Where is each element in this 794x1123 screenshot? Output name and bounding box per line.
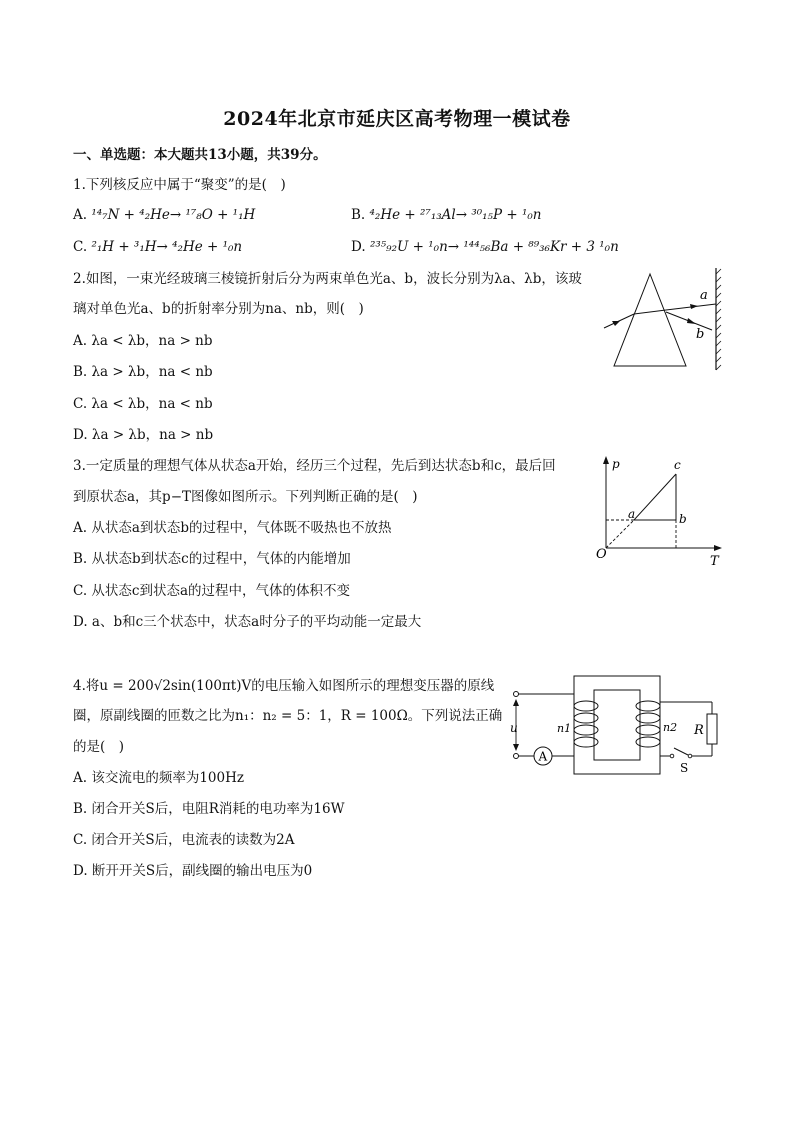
section-heading: 一、单选题：本大题共13小题，共39分。 xyxy=(73,147,327,163)
label-b: b xyxy=(679,512,687,526)
ray-a-arrow xyxy=(690,304,698,309)
internal-ray xyxy=(634,310,666,314)
ray-b-arrow xyxy=(687,318,696,324)
label-n1: n1 xyxy=(557,722,572,735)
q2-option-d: D. λa > λb，na > nb xyxy=(73,427,214,443)
label-p: p xyxy=(612,457,620,471)
q3-stem-line2: 到原状态a，其p−T图像如图所示。下列判断正确的是( ) xyxy=(73,489,418,505)
q1-option-b-eq: ⁴₂He + ²⁷₁₃Al→ ³⁰₁₅P + ¹₀n xyxy=(369,207,542,223)
q1-option-a-eq: ¹⁴₇N + ⁴₂He→ ¹⁷₈O + ¹₁H xyxy=(91,207,256,223)
label-origin: O xyxy=(596,547,607,562)
label-u: u xyxy=(510,721,518,735)
q4-option-b: B. 闭合开关S后，电阻R消耗的电功率为16W xyxy=(73,801,345,817)
q1-option-c-label: C. xyxy=(73,239,88,255)
p-axis-arrow xyxy=(603,456,609,464)
q1-option-b xyxy=(351,206,541,224)
ca-line xyxy=(634,474,676,520)
q4-stem-line2: 圈，原副线圈的匝数之比为n₁：n₂ = 5：1，R = 100Ω。下列说法正确 xyxy=(73,708,503,724)
wall-hatching xyxy=(716,269,721,370)
q4-stem-line1: 4.将u = 200√2sin(100πt)V的电压输入如图所示的理想变压器的原线 xyxy=(73,678,495,694)
q1-option-d xyxy=(351,238,619,256)
origin-dashed-line xyxy=(606,520,634,548)
q2-stem-line2: 璃对单色光a、b的折射率分别为na、nb，则( ) xyxy=(73,301,364,317)
terminal-top xyxy=(514,692,519,697)
q1-option-b-label: B. xyxy=(351,207,366,223)
prism-figure xyxy=(600,266,726,374)
q2-option-a: A. λa < λb，na > nb xyxy=(73,333,213,349)
core-inner xyxy=(594,690,640,760)
q4-option-c: C. 闭合开关S后，电流表的读数为2A xyxy=(73,832,295,848)
ammeter-label: A xyxy=(538,749,548,764)
pt-graph-figure xyxy=(588,452,728,572)
label-b: b xyxy=(696,327,705,342)
q2-option-c: C. λa < λb，na < nb xyxy=(73,396,213,412)
q3-option-a: A. 从状态a到状态b的过程中，气体既不吸热也不放热 xyxy=(73,520,392,536)
transformer-figure xyxy=(508,672,726,782)
label-a: a xyxy=(628,507,636,521)
label-s: S xyxy=(680,761,689,775)
q2-stem-line1: 2.如图，一束光经玻璃三棱镜折射后分为两束单色光a、b，波长分别为λa、λb，该玻 xyxy=(73,271,582,287)
q3-option-b: B. 从状态b到状态c的过程中，气体的内能增加 xyxy=(73,551,351,567)
q1-option-a-label: A. xyxy=(73,207,88,223)
q4-option-a: A. 该交流电的频率为100Hz xyxy=(73,770,244,786)
q1-option-a xyxy=(73,206,255,224)
q4-stem-line3: 的是( ) xyxy=(73,739,125,755)
label-a: a xyxy=(700,288,708,303)
label-n2: n2 xyxy=(663,721,678,734)
switch-blade xyxy=(674,748,688,755)
resistor xyxy=(707,714,717,744)
prism-triangle xyxy=(614,274,686,366)
label-c: c xyxy=(674,458,681,472)
q1-option-c xyxy=(73,238,242,256)
q3-option-c: C. 从状态c到状态a的过程中，气体的体积不变 xyxy=(73,583,351,599)
q3-stem-line1: 3.一定质量的理想气体从状态a开始，经历三个过程，先后到达状态b和c，最后回 xyxy=(73,458,556,474)
q1-option-d-label: D. xyxy=(351,239,366,255)
q1-option-c-eq: ²₁H + ³₁H→ ⁴₂He + ¹₀n xyxy=(91,239,243,255)
q1-stem: 1.下列核反应中属于“聚变”的是( ) xyxy=(73,177,286,193)
label-r: R xyxy=(694,723,704,738)
t-axis-arrow xyxy=(714,545,722,551)
q1-option-d-eq: ²³⁵₉₂U + ¹₀n→ ¹⁴⁴₅₆Ba + ⁸⁹₃₆Kr + 3 ¹₀n xyxy=(369,239,619,255)
q4-option-d: D. 断开开关S后，副线圈的输出电压为0 xyxy=(73,863,313,879)
q3-option-d: D. a、b和c三个状态中，状态a时分子的平均动能一定最大 xyxy=(73,614,422,630)
page-title: 2024年北京市延庆区高考物理一模试卷 xyxy=(223,108,571,130)
label-t: T xyxy=(710,554,719,569)
terminal-bottom xyxy=(514,754,519,759)
q2-option-b: B. λa > λb，na < nb xyxy=(73,364,213,380)
